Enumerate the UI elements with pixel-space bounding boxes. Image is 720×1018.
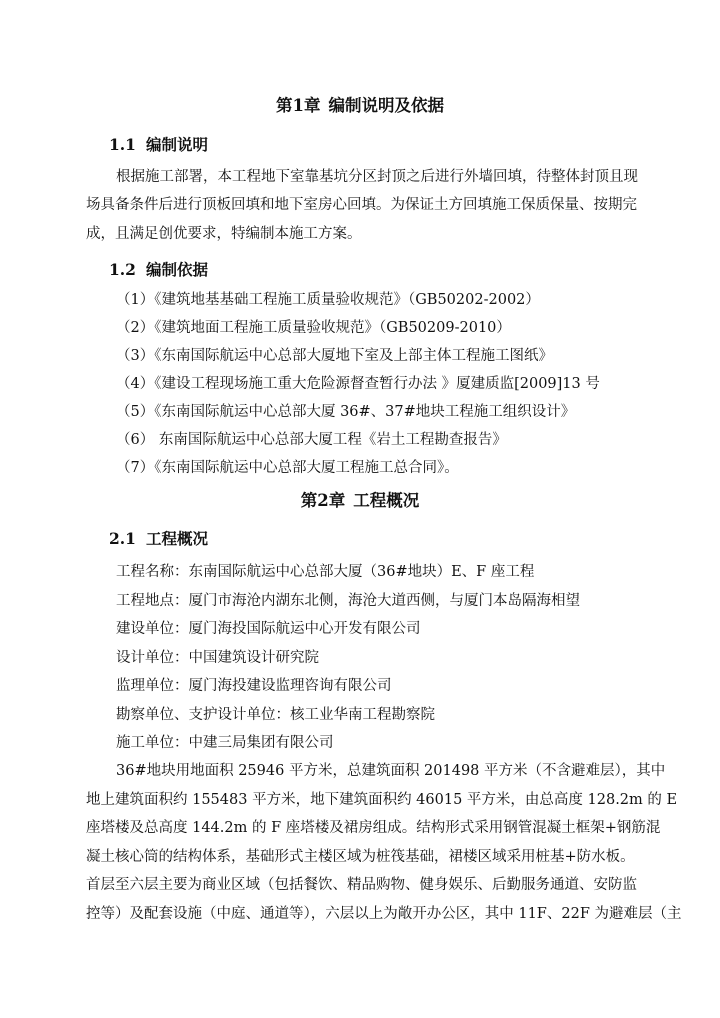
project-info-line: 工程地点：厦门市海沧内湖东北侧，海沧大道西侧，与厦门本岛隔海相望 bbox=[116, 593, 580, 609]
chapter-2-number: 第2章 bbox=[300, 491, 346, 510]
project-info-line: 施工单位：中建三局集团有限公司 bbox=[116, 735, 334, 751]
section-1-2-heading bbox=[109, 259, 208, 281]
reference-item: （2）《建筑地面工程施工质量验收规范》（GB50209-2010） bbox=[116, 320, 511, 336]
section-2-1-heading bbox=[109, 528, 208, 550]
paragraph-line: 座塔楼及总高度 144.2m 的 F 座塔楼及裙房组成。结构形式采用钢管混凝土框架+钢筋混 bbox=[86, 820, 661, 836]
paragraph-line: 成，且满足创优要求，特编制本施工方案。 bbox=[86, 226, 362, 242]
section-2-1-number: 2.1 bbox=[109, 529, 136, 548]
paragraph-line: 36#地块用地面积 25946 平方米，总建筑面积 201498 平方米（不含避难层），其中 bbox=[116, 763, 666, 779]
section-2-1-title: 工程概况 bbox=[145, 529, 208, 548]
project-info-line: 工程名称：东南国际航运中心总部大厦（36#地块）E、F 座工程 bbox=[116, 564, 535, 580]
section-1-1-number: 1.1 bbox=[109, 135, 136, 154]
section-1-1-heading bbox=[109, 134, 208, 156]
paragraph-line: 凝土核心筒的结构体系，基础形式主楼区域为桩筏基础，裙楼区域采用桩基+防水板。 bbox=[86, 849, 635, 865]
paragraph-line: 首层至六层主要为商业区域（包括餐饮、精品购物、健身娱乐、后勤服务通道、安防监 bbox=[86, 877, 637, 893]
reference-item: （1）《建筑地基基础工程施工质量验收规范》（GB50202-2002） bbox=[116, 292, 540, 308]
chapter-2-title: 工程概况 bbox=[353, 491, 420, 510]
project-info-line: 建设单位：厦门海投国际航运中心开发有限公司 bbox=[116, 621, 421, 637]
reference-item: （5）《东南国际航运中心总部大厦 36#、37#地块工程施工组织设计》 bbox=[116, 404, 576, 420]
project-info-line: 勘察单位、支护设计单位：核工业华南工程勘察院 bbox=[116, 707, 435, 723]
section-1-1-title: 编制说明 bbox=[145, 135, 208, 154]
reference-item: （4）《建设工程现场施工重大危险源督查暂行办法 》厦建质监[2009]13 号 bbox=[116, 376, 600, 392]
paragraph-line: 地上建筑面积约 155483 平方米，地下建筑面积约 46015 平方米，由总高度 128.2m 的 E bbox=[86, 792, 678, 808]
chapter-1-number: 第1章 bbox=[276, 96, 321, 115]
section-1-2-number: 1.2 bbox=[109, 260, 136, 279]
chapter-2-heading bbox=[0, 490, 720, 512]
paragraph-line: 控等）及配套设施（中庭、通道等），六层以上为敞开办公区，其中 11F、22F 为避难层（主 bbox=[86, 906, 682, 922]
section-1-2-title: 编制依据 bbox=[145, 260, 208, 279]
chapter-1-heading bbox=[0, 95, 720, 117]
reference-item: （6） 东南国际航运中心总部大厦工程《岩土工程勘查报告》 bbox=[116, 432, 507, 448]
paragraph-line: 根据施工部署，本工程地下室靠基坑分区封顶之后进行外墙回填，待整体封顶且现 bbox=[116, 169, 638, 185]
project-info-line: 监理单位：厦门海投建设监理咨询有限公司 bbox=[116, 678, 392, 694]
reference-item: （7）《东南国际航运中心总部大厦工程施工总合同》。 bbox=[116, 460, 459, 476]
project-info-line: 设计单位：中国建筑设计研究院 bbox=[116, 650, 319, 666]
paragraph-line: 场具备条件后进行顶板回填和地下室房心回填。为保证土方回填施工保质保量、按期完 bbox=[86, 197, 637, 213]
reference-item: （3）《东南国际航运中心总部大厦地下室及上部主体工程施工图纸》 bbox=[116, 348, 553, 364]
chapter-1-title: 编制说明及依据 bbox=[328, 96, 444, 115]
